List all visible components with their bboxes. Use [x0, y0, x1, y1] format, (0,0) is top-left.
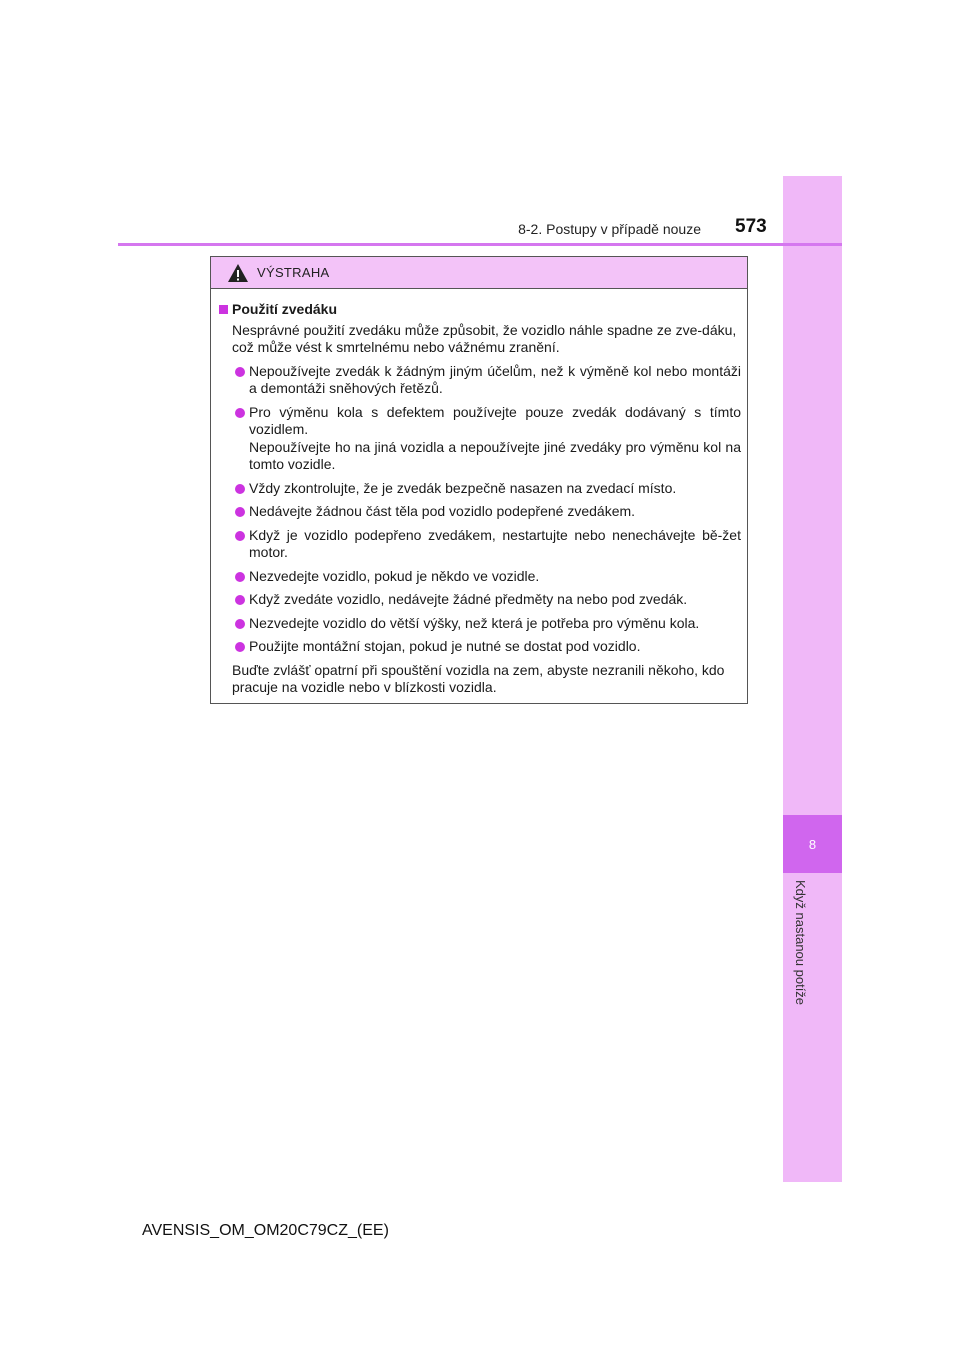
circle-bullet-icon	[235, 595, 245, 605]
warning-intro: Nesprávné použití zvedáku může způsobit, že vozidlo náhle spadne ze zve-dáku, což může vést k smrtelnému nebo vážnému zranění.	[232, 321, 737, 355]
warning-section-heading	[219, 301, 741, 319]
side-tab	[783, 176, 842, 1182]
list-item: Nezvedejte vozidlo do větší výšky, než která je potřeba pro výměnu kola.	[227, 615, 741, 633]
warning-box	[210, 256, 748, 704]
list-item: Vždy zkontrolujte, že je zvedák bezpečně nasazen na zvedací místo.	[227, 480, 741, 498]
list-item: Když zvedáte vozidlo, nedávejte žádné předměty na nebo pod zvedák.	[227, 591, 741, 609]
warning-header	[211, 257, 747, 289]
warning-body	[211, 289, 747, 697]
section-title: 8-2. Postupy v případě nouze	[518, 221, 701, 237]
circle-bullet-icon	[235, 367, 245, 377]
warning-triangle-icon	[227, 263, 249, 283]
circle-bullet-icon	[235, 619, 245, 629]
circle-bullet-icon	[235, 507, 245, 517]
warning-title: VÝSTRAHA	[257, 265, 330, 280]
chapter-number: 8	[808, 836, 817, 852]
document-code: AVENSIS_OM_OM20C79CZ_(EE)	[142, 1222, 389, 1239]
list-item: Použijte montážní stojan, pokud je nutné se dostat pod vozidlo.	[227, 638, 741, 656]
list-item: Nepoužívejte zvedák k žádným jiným účelům, než k výměně kol nebo montáži a demontáži sněhových řetězů.	[227, 363, 741, 398]
list-item: Nedávejte žádnou část těla pod vozidlo podepřené zvedákem.	[227, 503, 741, 521]
square-bullet-icon	[219, 305, 228, 314]
circle-bullet-icon	[235, 408, 245, 418]
circle-bullet-icon	[235, 572, 245, 582]
list-item: Nezvedejte vozidlo, pokud je někdo ve vozidle.	[227, 568, 741, 586]
chapter-label: Když nastanou potíže	[793, 880, 808, 1006]
circle-bullet-icon	[235, 642, 245, 652]
page-number: 573	[735, 216, 767, 237]
list-item: Pro výměnu kola s defektem používejte pouze zvedák dodávaný s tímto vozidlem. Nepoužívejte ho na jiná vozidla a nepoužívejte jiné zvedáky pro výměnu kol na tomto vozidle.	[227, 404, 741, 474]
chapter-number-tab[interactable]	[783, 815, 842, 873]
header-rule	[118, 243, 842, 246]
warning-closing: Buďte zvlášť opatrní při spouštění vozidla na zem, abyste nezranili někoho, kdo pracuje na vozidle nebo v blízkosti vozidla.	[232, 661, 725, 695]
list-item: Když je vozidlo podepřeno zvedákem, nestartujte nebo nenechávejte bě-žet motor.	[227, 527, 741, 562]
circle-bullet-icon	[235, 484, 245, 494]
warning-section-title: Použití zvedáku	[232, 301, 338, 317]
circle-bullet-icon	[235, 531, 245, 541]
